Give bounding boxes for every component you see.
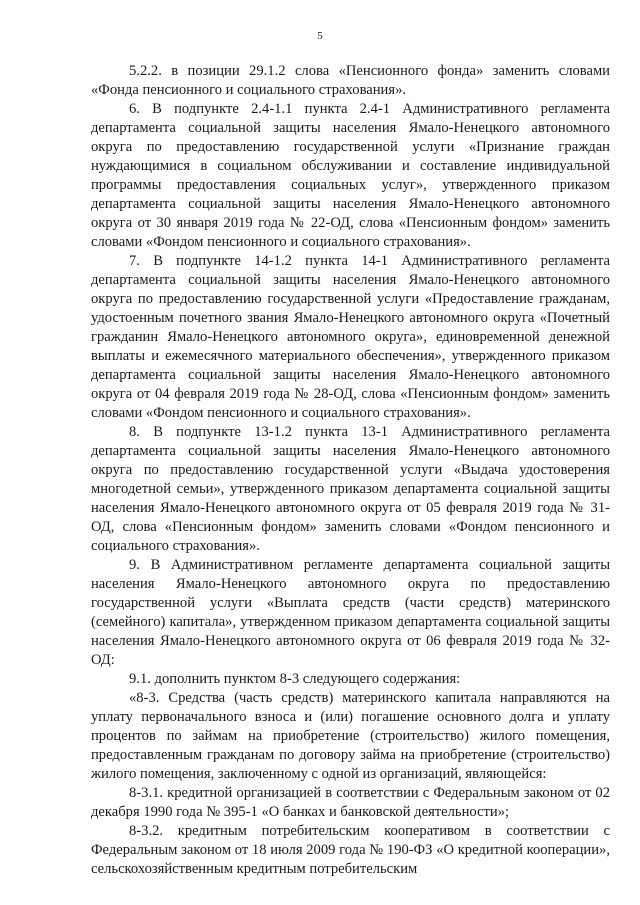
- paragraph-9-1: 9.1. дополнить пунктом 8-3 следующего содержания:: [129, 671, 461, 687]
- paragraph-5-2-2: 5.2.2. в позиции 29.1.2 слова «Пенсионного фонда» заменить словами «Фонда пенсионного и социального страхования».: [91, 63, 610, 98]
- paragraph-7: 7. В подпункте 14-1.2 пункта 14-1 Административного регламента департамента социальной защиты населения Ямало-Ненецкого автономного округа по предоставлению государственной услуги «Предоставление гражданам, удостоенным почетного звания Ямало-Ненецкого автономного округа «Почетный гражданин Ямало-Ненецкого автономного округа», единовременной денежной выплаты и ежемесячного материального обеспечения», утвержденного приказом департамента социальной защиты населения Ямало-Ненецкого автономного округа от 04 февраля 2019 года № 28-ОД, слова «Пенсионным фондом» заменить словами «Фондом пенсионного и социального страхования».: [91, 253, 610, 421]
- paragraph-8: 8. В подпункте 13-1.2 пункта 13-1 Административного регламента департамента социальной защиты населения Ямало-Ненецкого автономного округа по предоставлению государственной услуги «Выдача удостоверения многодетной семьи», утвержденного приказом департамента социальной защиты населения Ямало-Ненецкого автономного округа от 05 февраля 2019 года № 31-ОД, слова «Пенсионным фондом» заменить словами «Фондом пенсионного и социального страхования».: [91, 424, 610, 554]
- page-number: 5: [317, 30, 323, 42]
- paragraph-9: 9. В Административном регламенте департамента социальной защиты населения Ямало-Ненецкого автономного округа по предоставлению государственной услуги «Выплата средств (части средств) материнского (семейного) капитала», утвержденном приказом департамента социальной защиты населения Ямало-Ненецкого автономного округа от 06 февраля 2019 года № 32-ОД:: [91, 557, 610, 668]
- document-body: [91, 62, 610, 879]
- paragraph-6: 6. В подпункте 2.4-1.1 пункта 2.4-1 Административного регламента департамента социальной защиты населения Ямало-Ненецкого автономного округа по предоставлению государственной услуги «Признание граждан нуждающимися в социальном обслуживании и составление индивидуальной программы предоставления социальных услуг», утвержденного приказом департамента социальной защиты населения Ямало-Ненецкого автономного округа от 30 января 2019 года № 22-ОД, слова «Пенсионным фондом» заменить словами «Фондом пенсионного и социального страхования».: [91, 101, 610, 250]
- paragraph-8-3: «8-3. Средства (часть средств) материнского капитала направляются на уплату первоначального взноса и (или) погашение основного долга и уплату процентов по займам на приобретение (строительство) жилого помещения, предоставленным гражданам по договору займа на приобретение (строительство) жилого помещения, заключенному с одной из организаций, являющейся:: [91, 690, 610, 782]
- paragraph-8-3-2: 8-3.2. кредитным потребительским кооперативом в соответствии с Федеральным законом от 18 июля 2009 года № 190-ФЗ «О кредитной кооперации», сельскохозяйственным кредитным потребительским: [91, 823, 610, 877]
- paragraph-8-3-1: 8-3.1. кредитной организацией в соответствии с Федеральным законом от 02 декабря 1990 года № 395-1 «О банках и банковской деятельности»;: [91, 785, 610, 820]
